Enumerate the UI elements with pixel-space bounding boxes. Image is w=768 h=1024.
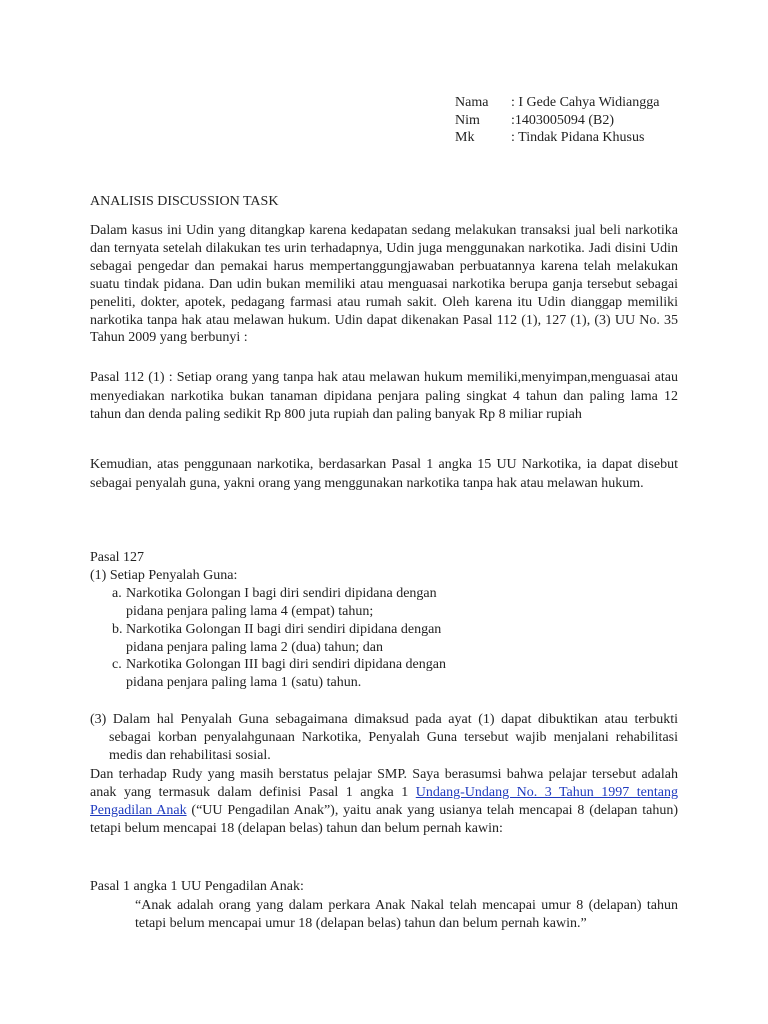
list-item	[90, 621, 678, 657]
list-marker: c.	[112, 657, 122, 673]
pasal-127-section	[90, 549, 678, 692]
info-label: Mk	[455, 130, 475, 145]
info-row-nim	[455, 112, 715, 130]
student-info	[455, 94, 715, 147]
rudy-text-before: Dan terhadap Rudy yang masih berstatus pelajar SMP. Saya berasumsi bahwa pelajar tersebut adalah anak yang termasuk dalam definisi Pasal 1 angka 1	[90, 766, 678, 800]
info-value: : Tindak Pidana Khusus	[511, 130, 645, 145]
info-value: : I Gede Cahya Widiangga	[511, 95, 660, 110]
pasal-112-paragraph: Pasal 112 (1) : Setiap orang yang tanpa hak atau melawan hukum memiliki,menyimpan,menguasai atau menyediakan narkotika bukan tanaman dipidana penjara paling singkat 4 tahun dan paling lama 12 tahun dan denda paling sedikit Rp 800 juta rupiah dan paling banyak Rp 8 miliar rupiah	[90, 370, 678, 422]
list-marker: a.	[112, 585, 122, 601]
list-item	[90, 656, 678, 692]
info-row-nama	[455, 94, 715, 112]
info-label: Nim	[455, 112, 480, 128]
pasal-127-list	[90, 585, 678, 692]
uu-pengadilan-anak-link[interactable]: Undang-Undang No. 3 Tahun 1997 tentang Pengadilan Anak	[90, 784, 678, 819]
list-item-line: Narkotika Golongan I bagi diri sendiri dipidana dengan	[126, 585, 437, 601]
list-item-line: Narkotika Golongan III bagi diri sendiri dipidana dengan	[126, 657, 446, 673]
list-item-line: pidana penjara paling lama 2 (dua) tahun; dan	[126, 639, 383, 655]
case-analysis-paragraph: Dalam kasus ini Udin yang ditangkap karena kedapatan sedang melakukan transaksi jual beli narkotika dan ternyata setelah dilakukan tes urin terhadapnya, Udin juga menggunakan narkotika. Jadi disini Udin sebagai pengedar dan pemakai harus mempertanggungjawaban perbuatannya karena telah melakukan suatu tindak pidana. Dan udin bukan memiliki atau menguasai narkotika berupa ganja tersebut sebagai peneliti, dokter, apotek, pedagang farmasi atau rumah sakit. Oleh karena itu Udin dianggap memiliki narkotika tanpa hak atau melawan hukum. Udin dapat dikenakan Pasal 112 (1), 127 (1), (3) UU No. 35 Tahun 2009 yang berbunyi :	[90, 223, 678, 346]
pasal-127-ayat-1: (1) Setiap Penyalah Guna:	[90, 567, 238, 583]
pasal-1-section	[90, 878, 678, 934]
info-row-mk	[455, 129, 715, 147]
rudy-text-after: (“UU Pengadilan Anak”), yaitu anak yang usianya telah mencapai 8 (delapan tahun) tetapi belum mencapai 18 (delapan belas) tahun dan belum pernah kawin:	[90, 803, 678, 837]
ayat-3-section	[90, 711, 678, 838]
document-title: ANALISIS DISCUSSION TASK	[90, 194, 279, 209]
info-label: Nama	[455, 95, 489, 110]
pasal-1-heading: Pasal 1 angka 1 UU Pengadilan Anak:	[90, 879, 304, 894]
list-item-line: pidana penjara paling lama 4 (empat) tahun;	[126, 603, 374, 619]
list-item-line: Narkotika Golongan II bagi diri sendiri dipidana dengan	[126, 621, 442, 637]
rudy-paragraph	[90, 766, 678, 839]
pasal-127-ayat-3: (3) Dalam hal Penyalah Guna sebagaimana dimaksud pada ayat (1) dapat dibuktikan atau terbukti sebagai korban penyalahgunaan Narkotika, Penyalah Guna tersebut wajib menjalani rehabilitasi medis dan rehabilitasi sosial.	[90, 712, 678, 764]
list-item-line: pidana penjara paling lama 1 (satu) tahun.	[126, 675, 362, 691]
list-item	[90, 585, 678, 621]
pasal-127-heading: Pasal 127	[90, 550, 145, 565]
list-marker: b.	[112, 621, 123, 637]
penyalah-guna-paragraph: Kemudian, atas penggunaan narkotika, berdasarkan Pasal 1 angka 15 UU Narkotika, ia dapat disebut sebagai penyalah guna, yakni orang yang menggunakan narkotika tanpa hak atau melawan hukum.	[90, 457, 678, 491]
info-value: :1403005094 (B2)	[511, 112, 615, 128]
pasal-1-quote: “Anak adalah orang yang dalam perkara Anak Nakal telah mencapai umur 8 (delapan) tahun tetapi belum mencapai umur 18 (delapan belas) tahun dan belum pernah kawin.”	[135, 897, 678, 931]
